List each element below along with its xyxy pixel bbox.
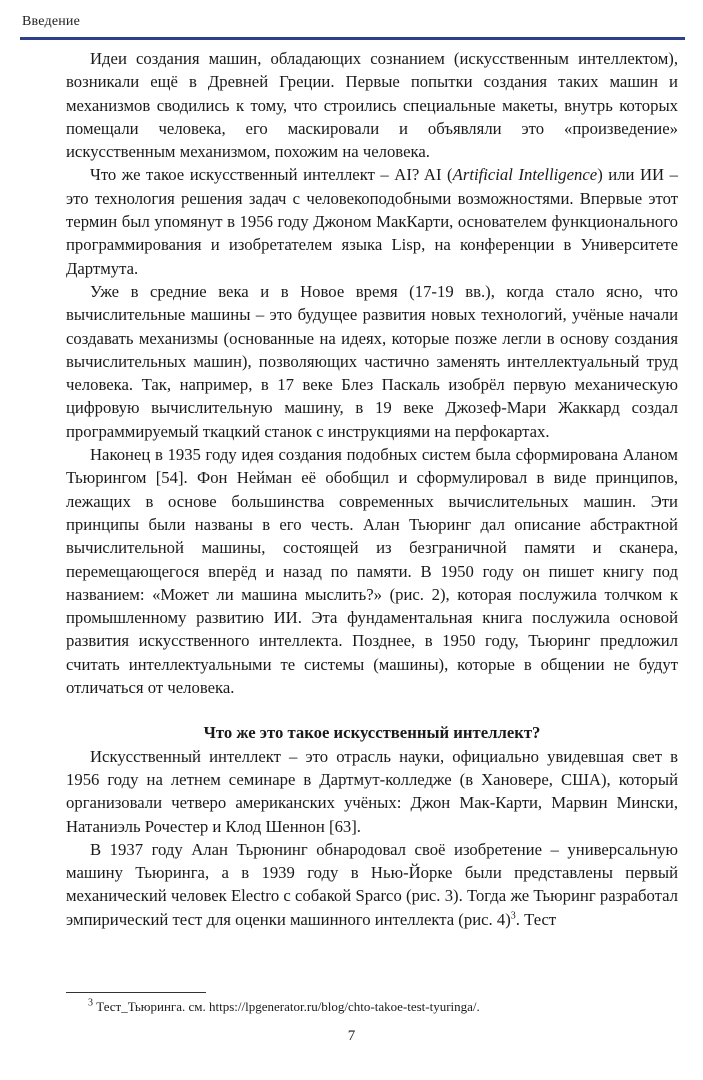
header-rule [20, 37, 685, 40]
paragraph: Искусственный интеллект – это отрасль науки, официально увидевшая свет в 1956 году на летнем семинаре в Дартмут-колледже (в Хановере, США), который организовали четверо американских учёных: Джон Мак-Карти, Марвин Мински, Натаниэль Рочестер и Клод Шеннон [63]. [66, 746, 678, 836]
footnote-marker: 3 [88, 997, 93, 1009]
paragraph: Наконец в 1935 году идея создания подобных систем была сформирована Аланом Тьюрингом [54]. Фон Нейман её обобщил и сформулировал в виде принципов, лежащих в основе большинства современных вычислительных машин. Эти принципы были названы в его честь. Алан Тьюринг дал описание абстрактной вычислительной машины, состоящей из безграничной памяти и сканера, перемещающегося вперёд и назад по памяти. В 1950 году он пишет книгу под названием: «Может ли машина мыслить?» (рис. 2), которая послужила толчком к промышленному развитию ИИ. Эта фундаментальная книга послужила основой развития искусственного интеллекта. Позднее, в 1950 году, Тьюринг предложил считать интеллектуальными те системы (машины), которые в общении не будут отличаться от человека. [66, 445, 678, 698]
section-heading: Что же это такое искусственный интеллект? [203, 723, 541, 743]
paragraph: В 1937 году Алан Тьрюнинг обнародовал своё изобретение – универсальную машину Тьюринга, а в 1939 году в Нью-Йорке были представлены первый механический человек Electro с собакой Sparco (рис. 3). Тогда же Тьюринг разработал эмпирический тест для оценки машинного интеллекта (рис. 4)$^3$. Тест [66, 839, 678, 929]
footnote [66, 999, 678, 1015]
footnote-text: Тест_Тьюринга. см. https://lpgenerator.ru/blog/chto-takoe-test-tyuringa/. [96, 999, 480, 1014]
running-header: Введение [22, 14, 81, 29]
paragraph: Уже в средние века и в Новое время (17-19 вв.), когда стало ясно, что вычислительные машины – это будущее развития новых технологий, учёные начали создавать механизмы (основанные на идеях, которые позже легли в основу создания вычислительных машин), позволяющих частично заменять интеллектуальный труд человека. Так, например, в 17 веке Блез Паскаль изобрёл первую механическую цифровую вычислительную машину, в 19 веке Джозеф-Мари Жаккард создал программируемый ткацкий станок с инструкциями на перфокартах. [66, 281, 678, 441]
emphasis-term: Artificial Intelligence [452, 165, 598, 185]
footnote-separator [66, 992, 206, 993]
page-number: 7 [347, 1028, 356, 1044]
paragraph: Что же такое искусственный интеллект – AI? AI (Artificial Intelligence) или ИИ – это технология решения задач с человекоподобными возможностями. Впервые этот термин был упомянут в 1956 году Джоном МакКарти, основателем функционального программирования и изобретателем языка Lisp, на конференции в Университете Дартмута. [66, 165, 678, 278]
footnote-reference[interactable]: 3 [510, 910, 516, 922]
paragraph: Идеи создания машин, обладающих сознанием (искусственным интеллектом), возникали ещё в Древней Греции. Первые попытки создания таких машин и механизмов сводились к тому, что строились специальные макеты, внутрь которых помещали человека, его маскировали и объявляли это «произведение» искусственным механизмом, похожим на человека. [66, 49, 678, 162]
main-text [66, 47, 678, 931]
